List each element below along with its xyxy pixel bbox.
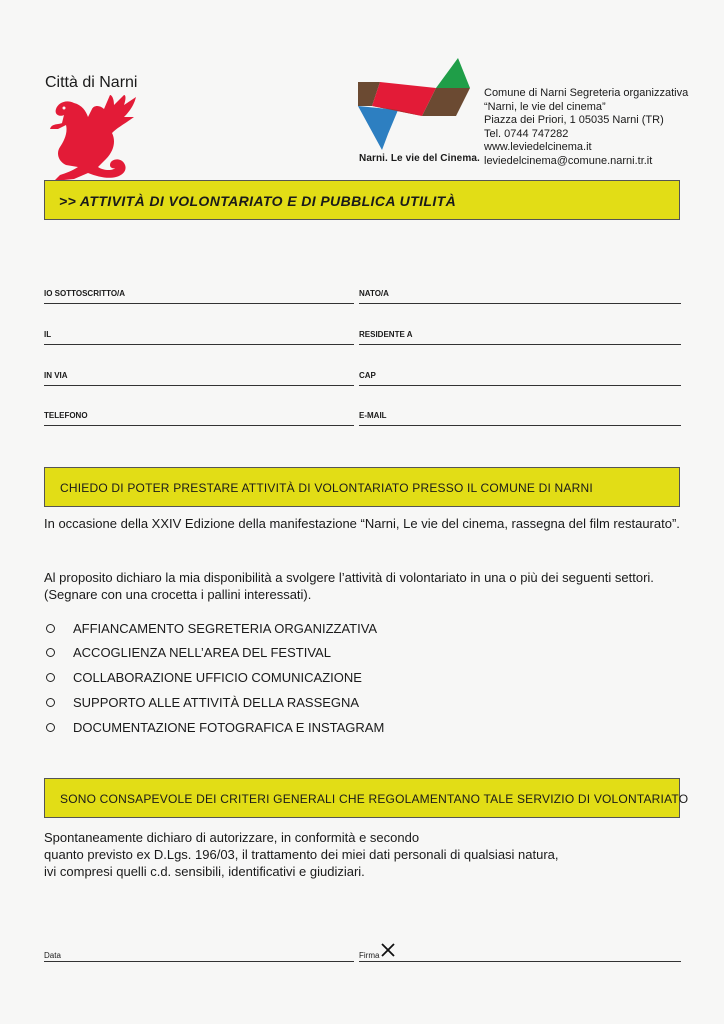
date-field[interactable]: [44, 947, 354, 962]
residence-field[interactable]: [359, 330, 681, 345]
field-label: IL: [44, 330, 52, 339]
field-label: TELEFONO: [44, 411, 88, 420]
option-label: COLLABORAZIONE UFFICIO COMUNICAZIONE: [73, 670, 362, 685]
cross-mark-icon: [381, 943, 395, 957]
city-name: Città di Narni: [45, 74, 138, 91]
consent-banner: [44, 778, 689, 818]
section-heading: CHIEDO DI POTER PRESTARE ATTIVITÀ DI VOLONTARIATO PRESSO IL COMUNE DI NARNI: [60, 481, 593, 495]
contact-line: Tel. 0744 747282: [484, 127, 569, 140]
radio-circle-icon[interactable]: [46, 723, 55, 732]
consent-text: quanto previsto ex D.Lgs. 196/03, il trattamento dei miei dati personali di qualsiasi natura,: [44, 847, 559, 862]
email-field[interactable]: [359, 411, 681, 426]
griffin-emblem-icon: [44, 95, 136, 181]
request-banner: [44, 467, 680, 507]
cap-field[interactable]: [359, 371, 681, 386]
consent-text: ivi compresi quelli c.d. sensibili, identificativi e giudiziari.: [44, 864, 365, 879]
section-heading: SONO CONSAPEVOLE DEI CRITERI GENERALI CHE REGOLAMENTANO TALE SERVIZIO DI VOLONTARIATO: [60, 792, 689, 806]
birthdate-field[interactable]: [44, 330, 354, 345]
contact-line: Comune di Narni Segreteria organizzativa: [484, 87, 689, 99]
consent-text: Spontaneamente dichiaro di autorizzare, in conformità e secondo: [44, 830, 420, 845]
contact-block: [484, 87, 688, 168]
logo-caption: Narni. Le vie del Cinema.: [359, 153, 480, 164]
field-label: CAP: [359, 371, 376, 380]
field-label: IO SOTTOSCRITTO/A: [44, 289, 126, 298]
option-label: SUPPORTO ALLE ATTIVITÀ DELLA RASSEGNA: [73, 695, 360, 710]
field-label: IN VIA: [44, 371, 68, 380]
contact-line: Piazza dei Priori, 1 05035 Narni (TR): [484, 114, 664, 126]
street-field[interactable]: [44, 371, 354, 386]
option-label: DOCUMENTAZIONE FOTOGRAFICA E INSTAGRAM: [73, 720, 385, 735]
radio-circle-icon[interactable]: [46, 648, 55, 657]
field-label: Firma: [359, 951, 380, 960]
field-label: E-MAIL: [359, 411, 387, 420]
contact-website[interactable]: www.leviedelcinema.it: [484, 141, 592, 153]
nato-field[interactable]: [359, 289, 681, 304]
form-title: >> ATTIVITÀ DI VOLONTARIATO E DI PUBBLICA UTILITÀ: [59, 193, 457, 209]
field-label: Data: [44, 951, 61, 960]
contact-email[interactable]: leviedelcinema@comune.narni.tr.it: [484, 154, 653, 167]
option-label: ACCOGLIENZA NELL’AREA DEL FESTIVAL: [73, 645, 331, 660]
contact-line: “Narni, le vie del cinema”: [484, 100, 606, 113]
signature-field[interactable]: [359, 947, 681, 962]
radio-circle-icon[interactable]: [46, 624, 55, 633]
form-title-banner: [44, 180, 680, 220]
prompt-text: (Segnare con una crocetta i pallini interessati).: [44, 587, 312, 602]
sottoscritto-field[interactable]: [44, 289, 354, 304]
intro-text: In occasione della XXIV Edizione della manifestazione “Narni, Le vie del cinema, rassegna del film restaurato”.: [44, 516, 680, 531]
prompt-text: Al proposito dichiaro la mia disponibilità a svolgere l’attività di volontariato in una o più dei seguenti settori.: [44, 570, 654, 585]
radio-circle-icon[interactable]: [46, 698, 55, 707]
festival-logo-icon: [358, 58, 470, 150]
field-label: NATO/A: [359, 289, 389, 298]
radio-circle-icon[interactable]: [46, 673, 55, 682]
option-label: AFFIANCAMENTO SEGRETERIA ORGANIZZATIVA: [73, 621, 378, 636]
phone-field[interactable]: [44, 411, 354, 426]
field-label: RESIDENTE A: [359, 330, 413, 339]
